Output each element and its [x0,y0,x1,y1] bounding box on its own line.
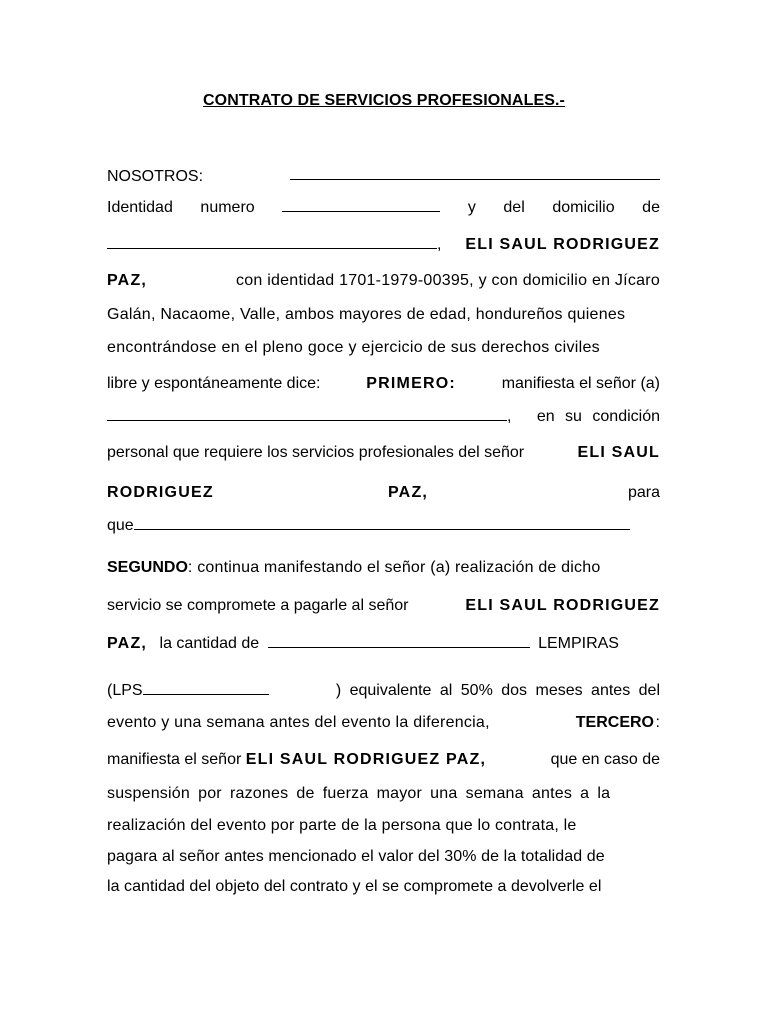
text-manifiesta-senor: manifiesta el señor [107,751,242,768]
blank-nosotros [290,167,660,180]
line-rodriguez-paz [107,483,660,503]
text-line-5: Galán, Nacaome, Valle, ambos mayores de edad, hondureños quienes [107,306,626,323]
text-line-21: la cantidad del objeto del contrato y el se compromete a devolverle el [107,878,602,895]
text-de: de [642,199,660,216]
line-servicio [107,596,660,616]
text-manifiesta: manifiesta el señor (a) [501,375,660,392]
text-del: del [503,199,525,216]
text-lempiras: LEMPIRAS [538,635,619,652]
blank-identidad-numero [282,199,440,212]
line-suspension [107,784,660,804]
text-segundo: SEGUNDO [107,559,188,576]
line-galan [107,305,660,325]
text-personal: personal que requiere los servicios profesionales del señor [107,444,525,461]
text-colon: : [655,714,660,731]
line-domicilio-name [107,235,660,255]
text-condicion: en su condición [536,408,660,425]
line-realizacion [107,816,660,836]
text-identidad-detalle: con identidad 1701-1979-00395, y con domicilio en Jícaro [235,272,660,289]
line-cantidad [107,634,660,654]
text-rodriguez: RODRIGUEZ [107,484,214,501]
line-lps [107,681,660,701]
text-la-cantidad: la cantidad de [159,635,260,652]
text-eli-saul: ELI SAUL [577,444,660,461]
text-servicio: servicio se compromete a pagarle al señor [107,597,409,614]
line-encontrandose [107,338,660,358]
line-nosotros [107,167,660,187]
line-segundo [107,558,660,578]
line-primero [107,374,660,394]
text-domicilio: domicilio [552,199,615,216]
line-paz-identidad [107,271,660,291]
text-tercero: TERCERO [575,714,654,731]
text-numero: numero [200,199,255,216]
line-condicion [107,407,660,427]
text-line-20: pagara al señor antes mencionado el valor del 30% de la totalidad de [107,848,605,865]
text-libre: libre y espontáneamente dice: [107,375,321,392]
text-evento: evento y una semana antes del evento la diferencia, [107,714,490,731]
blank-lps [143,682,269,695]
text-y: y [467,199,476,216]
text-full-name: ELI SAUL RODRIGUEZ PAZ, [245,751,487,768]
text-line-18: suspensión por razones de fuerza mayor una semana antes a la [107,785,611,802]
text-continua: : continua manifestando el señor (a) realización de dicho [187,559,601,576]
label-nosotros: NOSOTROS: [107,168,204,185]
text-comma-2: , [507,408,512,425]
line-pagara [107,847,660,867]
text-eli-saul-rodriguez: ELI SAUL RODRIGUEZ [465,597,660,614]
text-paz: PAZ, [107,272,148,289]
text-lps: (LPS [107,682,143,699]
line-evento [107,713,660,733]
text-primero: PRIMERO: [366,375,456,392]
text-que: que [107,517,134,534]
blank-senor [107,408,507,421]
blank-que [134,517,630,530]
text-en-caso: que en caso de [550,751,660,768]
line-personal [107,443,660,463]
text-comma: , [437,236,442,253]
line-identidad [107,198,660,218]
text-paz-2: PAZ, [388,484,429,501]
text-paz-3: PAZ, [107,635,148,652]
text-line-6: encontrándose en el pleno goce y ejercicio de sus derechos civiles [107,339,600,356]
blank-domicilio [107,236,437,249]
line-que [107,516,660,536]
text-identidad: Identidad [107,199,173,216]
document-title: CONTRATO DE SERVICIOS PROFESIONALES.- [203,92,565,109]
line-cantidad-objeto [107,877,660,897]
blank-cantidad [268,635,530,648]
text-equivalente: ) equivalente al 50% dos meses antes del [335,682,660,699]
line-manifiesta [107,750,660,770]
text-line-19: realización del evento por parte de la persona que lo contrata, le [107,817,577,834]
text-name-eli-saul: ELI SAUL RODRIGUEZ [465,236,660,253]
text-para: para [627,484,660,501]
